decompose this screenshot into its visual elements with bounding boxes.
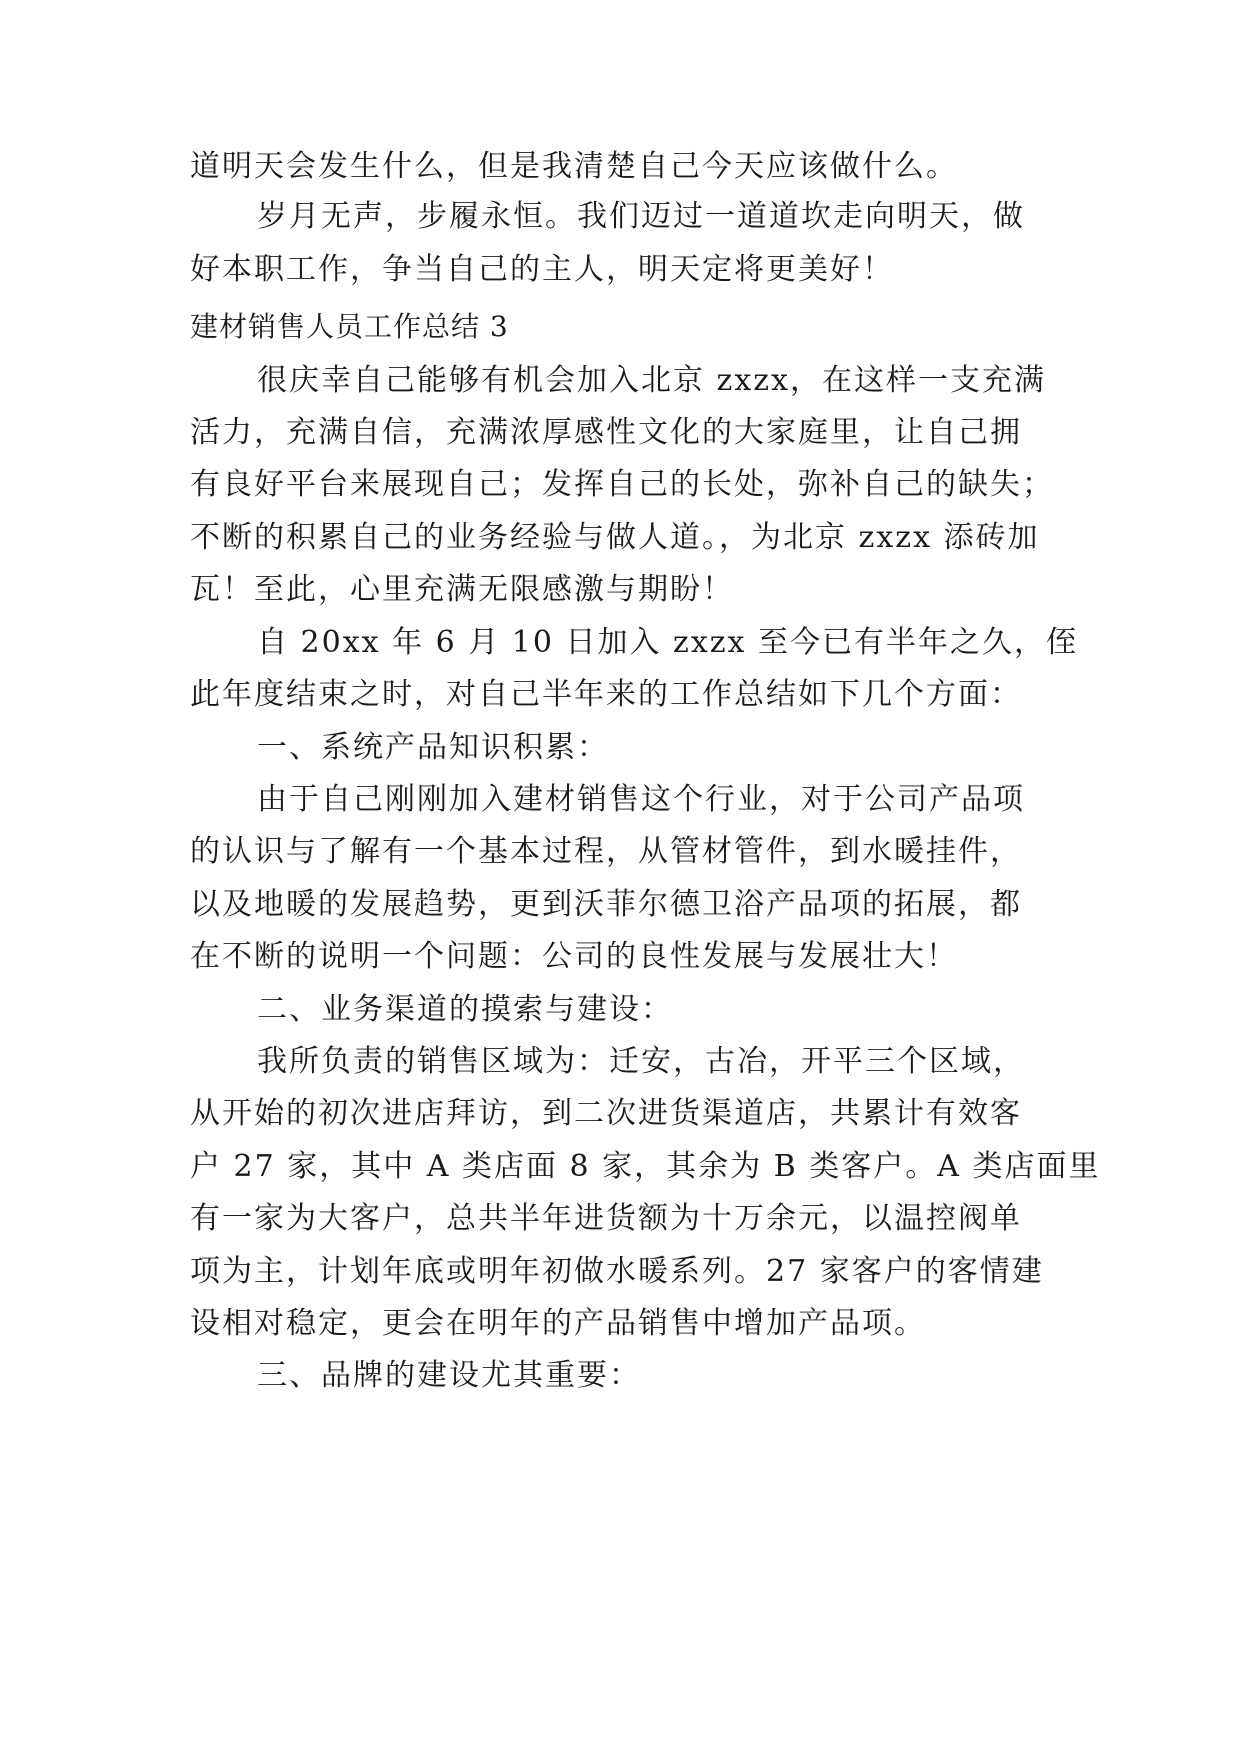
subheading: 三、品牌的建设尤其重要：	[257, 1358, 641, 1393]
body-line: 此年度结束之时，对自己半年来的工作总结如下几个方面：	[190, 677, 1022, 712]
body-line: 的认识与了解有一个基本过程，从管材管件，到水暖挂件，	[190, 834, 1022, 869]
paragraph-first-line: 很庆幸自己能够有机会加入北京 zxzx，在这样一支充满	[257, 363, 1046, 398]
body-line: 活力，充满自信，充满浓厚感性文化的大家庭里，让自己拥	[190, 415, 1022, 450]
paragraph-first-line: 岁月无声，步履永恒。我们迈过一道道坎走向明天，做	[257, 199, 1025, 234]
body-line: 以及地暖的发展趋势，更到沃菲尔德卫浴产品项的拓展，都	[190, 887, 1022, 922]
subheading: 二、业务渠道的摸索与建设：	[257, 992, 673, 1027]
body-line: 从开始的初次进店拜访，到二次进货渠道店，共累计有效客	[190, 1096, 1022, 1131]
paragraph-first-line: 我所负责的销售区域为：迁安，古冶，开平三个区域，	[257, 1044, 1025, 1079]
body-line: 道明天会发生什么，但是我清楚自己今天应该做什么。	[190, 149, 958, 184]
subheading: 一、系统产品知识积累：	[257, 730, 609, 765]
body-line: 有一家为大客户，总共半年进货额为十万余元，以温控阀单	[190, 1201, 1022, 1236]
paragraph-first-line: 自 20xx 年 6 月 10 日加入 zxzx 至今已有半年之久，侄	[257, 625, 1079, 660]
body-line: 在不断的说明一个问题：公司的良性发展与发展壮大！	[190, 939, 958, 974]
section-title: 建材销售人员工作总结 3	[190, 310, 509, 343]
body-line: 瓦！至此，心里充满无限感激与期盼！	[190, 572, 734, 607]
body-line: 好本职工作，争当自己的主人，明天定将更美好！	[190, 252, 894, 287]
body-line: 有良好平台来展现自己；发挥自己的长处，弥补自己的缺失；	[190, 467, 1054, 502]
paragraph-first-line: 由于自己刚刚加入建材销售这个行业，对于公司产品项	[257, 782, 1025, 817]
body-line: 户 27 家，其中 A 类店面 8 家，其余为 B 类客户。A 类店面里	[190, 1149, 1101, 1184]
body-line: 项为主，计划年底或明年初做水暖系列。27 家客户的客情建	[190, 1254, 1044, 1289]
body-line: 不断的积累自己的业务经验与做人道。，为北京 zxzx 添砖加	[190, 520, 1040, 555]
body-line: 设相对稳定，更会在明年的产品销售中增加产品项。	[190, 1306, 926, 1341]
